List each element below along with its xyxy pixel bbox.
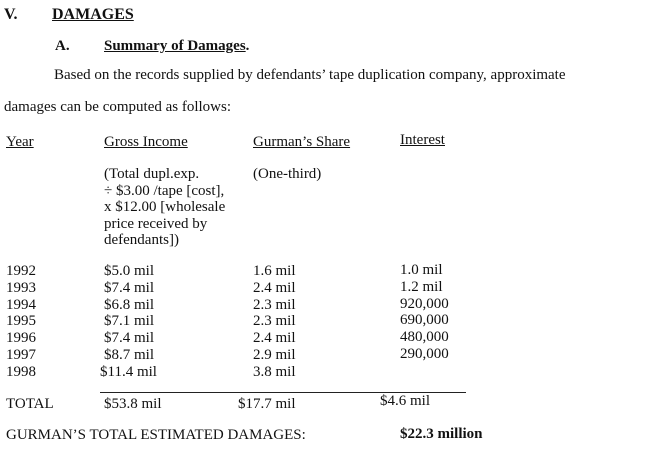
table-cell-share: 2.3 mil xyxy=(253,313,296,330)
table-cell-share: 1.6 mil xyxy=(253,263,296,279)
table-cell-interest: 290,000 xyxy=(400,345,449,362)
table-cell-interest xyxy=(400,363,449,380)
table-cell-year: 1996 xyxy=(6,330,36,347)
table-cell-year: 1995 xyxy=(6,313,36,330)
table-cell-gross: $7.4 mil xyxy=(104,330,155,347)
table-cell-share: 2.3 mil xyxy=(253,296,296,313)
header-interest: Interest xyxy=(400,132,445,148)
gurman-share-note: (One-third) xyxy=(253,166,322,182)
table-cell-year: 1993 xyxy=(6,279,36,296)
table-cell-year: 1998 xyxy=(6,363,36,380)
table-cell-interest: 1.0 mil xyxy=(400,262,443,278)
gurman-share-column xyxy=(253,263,296,381)
subsection-title-text: Summary of Damages xyxy=(104,38,246,54)
subsection-letter: A. xyxy=(55,38,70,54)
interest-column xyxy=(400,262,449,380)
year-column xyxy=(6,263,36,381)
table-cell-gross: $8.7 mil xyxy=(104,346,155,363)
table-cell-interest: 480,000 xyxy=(400,329,449,346)
table-cell-share: 3.8 mil xyxy=(253,363,296,380)
table-cell-share: 2.4 mil xyxy=(253,279,296,296)
paragraph-line-1: Based on the records supplied by defendants’ tape duplication company, approximate xyxy=(54,67,566,83)
gross-income-column xyxy=(100,263,157,381)
paragraph-line-2: damages can be computed as follows: xyxy=(4,99,232,115)
gross-income-note: (Total dupl.exp. ÷ $3.00 /tape [cost], x $12.00 [wholesale price received by defendants]) xyxy=(104,166,226,248)
table-cell-gross: $5.0 mil xyxy=(104,263,155,279)
table-cell-share: 2.4 mil xyxy=(253,330,296,347)
table-cell-interest: 920,000 xyxy=(400,295,449,312)
grand-total-label: GURMAN’S TOTAL ESTIMATED DAMAGES: xyxy=(6,427,306,443)
subsection-title-suffix: . xyxy=(245,38,250,54)
table-cell-interest: 1.2 mil xyxy=(400,278,443,295)
header-gross-income: Gross Income xyxy=(104,134,188,150)
total-label: TOTAL xyxy=(6,396,54,412)
total-interest: $4.6 mil xyxy=(380,393,431,409)
header-gurman-share: Gurman’s Share xyxy=(253,134,351,150)
table-cell-gross: $6.8 mil xyxy=(104,296,155,313)
table-cell-gross: $11.4 mil xyxy=(100,363,157,380)
total-share: $17.7 mil xyxy=(238,396,296,412)
table-cell-interest: 690,000 xyxy=(400,312,449,329)
table-cell-gross: $7.4 mil xyxy=(104,279,155,296)
section-title: DAMAGES xyxy=(52,6,134,23)
table-cell-year: 1992 xyxy=(6,263,36,279)
section-number: V. xyxy=(4,6,18,23)
table-cell-gross: $7.1 mil xyxy=(104,313,155,330)
subsection-title xyxy=(104,38,249,55)
table-cell-year: 1997 xyxy=(6,346,36,363)
table-cell-year: 1994 xyxy=(6,296,36,313)
table-cell-share: 2.9 mil xyxy=(253,346,296,363)
grand-total-value: $22.3 million xyxy=(400,426,483,442)
header-year: Year xyxy=(6,134,34,150)
total-gross: $53.8 mil xyxy=(104,396,162,412)
